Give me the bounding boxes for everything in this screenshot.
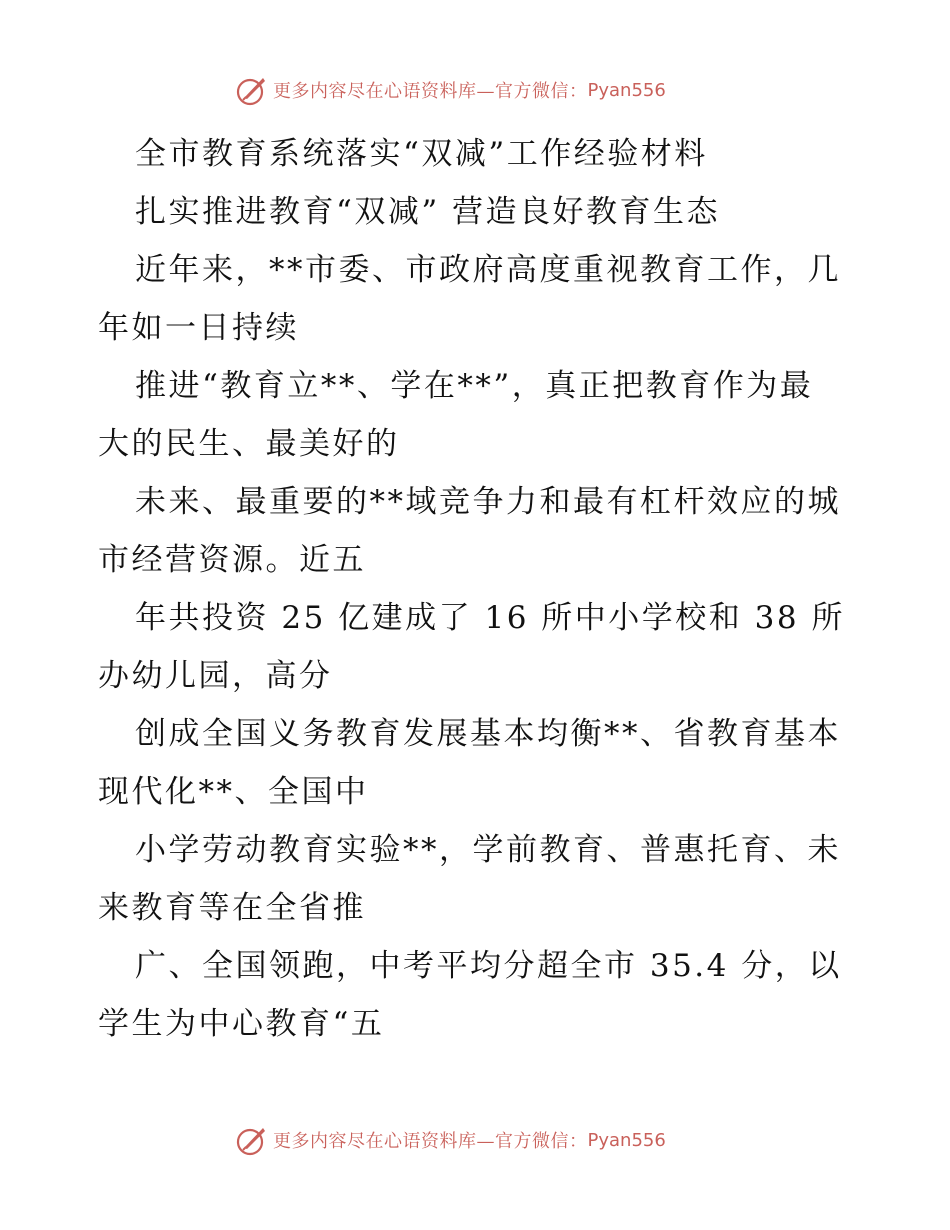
document-line: 广、全国领跑，中考平均分超全市 35.4 分，以 [135,948,842,984]
watermark-text: 更多内容尽在心语资料库—官方微信： [273,81,588,102]
document-line: 来教育等在全省推 [98,890,366,926]
document-line: 全市教育系统落实“双减”工作经验材料 [135,136,708,172]
document-line: 大的民生、最美好的 [98,426,400,462]
document-line: 扎实推进教育“双减” 营造良好教育生态 [135,194,721,230]
document-body [98,125,858,1053]
quill-logo-icon [235,1123,269,1157]
quill-logo-icon [235,73,269,107]
watermark-wechat-id: Pyan556 [587,1129,666,1151]
document-line: 近年来，**市委、市政府高度重视教育工作，几 [135,252,841,288]
document-line: 年如一日持续 [98,310,299,346]
document-line: 未来、最重要的**域竞争力和最有杠杆效应的城 [135,484,841,520]
footer-watermark [235,1122,666,1158]
document-line: 年共投资 25 亿建成了 16 所中小学校和 38 所 [135,600,845,636]
header-watermark [235,72,666,108]
document-line: 办幼儿园，高分 [98,658,333,694]
watermark-wechat-id: Pyan556 [587,79,666,101]
document-line: 小学劳动教育实验**，学前教育、普惠托育、未 [135,832,841,868]
watermark-text: 更多内容尽在心语资料库—官方微信： [273,1131,588,1152]
document-line: 学生为中心教育“五 [98,1006,385,1042]
document-line: 市经营资源。近五 [98,542,366,578]
document-line: 创成全国义务教育发展基本均衡**、省教育基本 [135,716,841,752]
document-line: 推进“教育立**、学在**”，真正把教育作为最 [135,368,814,404]
document-line: 现代化**、全国中 [98,774,369,810]
